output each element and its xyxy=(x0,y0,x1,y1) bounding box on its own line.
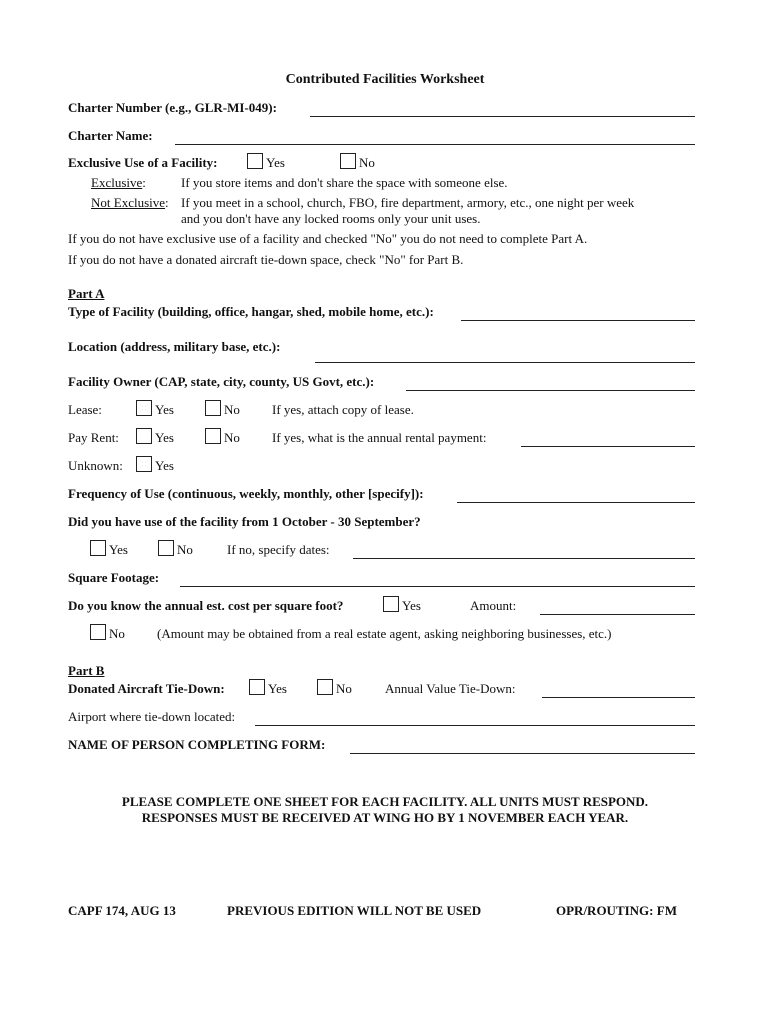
exclusive-use-label: Exclusive Use of a Facility: xyxy=(68,155,218,170)
tiedown-yes-checkbox[interactable] xyxy=(249,679,265,695)
notice-line-1: PLEASE COMPLETE ONE SHEET FOR EACH FACILITY. ALL UNITS MUST RESPOND. xyxy=(121,794,649,809)
tiedown-value-label: Annual Value Tie-Down: xyxy=(385,681,516,696)
period-yes-label: Yes xyxy=(109,542,128,557)
facility-type-field[interactable] xyxy=(461,320,695,321)
pay-rent-label: Pay Rent: xyxy=(68,430,119,445)
instruction-note-2: If you do not have a donated aircraft tie-down space, check "No" for Part B. xyxy=(68,252,464,267)
location-label: Location (address, military base, etc.): xyxy=(68,339,281,354)
frequency-field[interactable] xyxy=(457,502,695,503)
exclusive-use-no-checkbox[interactable] xyxy=(340,153,356,169)
location-field[interactable] xyxy=(315,362,695,363)
tiedown-no-label: No xyxy=(336,681,352,696)
charter-name-label: Charter Name: xyxy=(68,128,153,143)
routing: OPR/ROUTING: FM xyxy=(556,903,677,918)
part-a-heading: Part A xyxy=(68,286,105,301)
annual-rental-payment-field[interactable] xyxy=(521,446,695,447)
lease-no-label: No xyxy=(224,402,240,417)
period-note: If no, specify dates: xyxy=(227,542,330,557)
lease-note: If yes, attach copy of lease. xyxy=(272,402,414,417)
pay-rent-note: If yes, what is the annual rental payment: xyxy=(272,430,487,445)
facility-owner-field[interactable] xyxy=(406,390,695,391)
square-footage-field[interactable] xyxy=(180,586,695,587)
frequency-label: Frequency of Use (continuous, weekly, monthly, other [specify]): xyxy=(68,486,424,501)
lease-yes-label: Yes xyxy=(155,402,174,417)
period-dates-field[interactable] xyxy=(353,558,695,559)
airport-label: Airport where tie-down located: xyxy=(68,709,236,724)
tiedown-yes-label: Yes xyxy=(268,681,287,696)
lease-no-checkbox[interactable] xyxy=(205,400,221,416)
exclusive-definition-term xyxy=(91,175,146,191)
cost-yes-label: Yes xyxy=(402,598,421,613)
person-completing-label: NAME OF PERSON COMPLETING FORM: xyxy=(68,737,326,752)
exclusive-term: Exclusive xyxy=(91,175,143,190)
exclusive-use-yes-checkbox[interactable] xyxy=(247,153,263,169)
lease-yes-checkbox[interactable] xyxy=(136,400,152,416)
person-completing-field[interactable] xyxy=(350,753,695,754)
facility-type-label: Type of Facility (building, office, hangar, shed, mobile home, etc.): xyxy=(68,304,434,319)
unknown-yes-checkbox[interactable] xyxy=(136,456,152,472)
pay-rent-yes-label: Yes xyxy=(155,430,174,445)
instruction-note-1: If you do not have exclusive use of a facility and checked "No" you do not need to complete Part A. xyxy=(68,231,588,246)
pay-rent-yes-checkbox[interactable] xyxy=(136,428,152,444)
part-b-heading: Part B xyxy=(68,663,105,678)
amount-label: Amount: xyxy=(470,598,517,613)
not-exclusive-term: Not Exclusive xyxy=(91,195,166,210)
page-title: Contributed Facilities Worksheet xyxy=(285,72,485,87)
exclusive-definition: If you store items and don't share the space with someone else. xyxy=(181,175,508,190)
exclusive-use-yes-label: Yes xyxy=(266,155,285,170)
cost-yes-checkbox[interactable] xyxy=(383,596,399,612)
unknown-yes-label: Yes xyxy=(155,458,174,473)
cost-note: (Amount may be obtained from a real estate agent, asking neighboring businesses, etc.) xyxy=(157,626,612,641)
exclusive-use-no-label: No xyxy=(359,155,375,170)
charter-name-field[interactable] xyxy=(175,144,695,145)
cost-no-label: No xyxy=(109,626,125,641)
unknown-label: Unknown: xyxy=(68,458,123,473)
pay-rent-no-checkbox[interactable] xyxy=(205,428,221,444)
airport-field[interactable] xyxy=(255,725,695,726)
notice-line-2: RESPONSES MUST BE RECEIVED AT WING HO BY 1 NOVEMBER EACH YEAR. xyxy=(141,810,629,825)
edition-note: PREVIOUS EDITION WILL NOT BE USED xyxy=(227,903,482,918)
not-exclusive-definition-term xyxy=(91,195,169,211)
amount-field[interactable] xyxy=(540,614,695,615)
period-no-label: No xyxy=(177,542,193,557)
lease-label: Lease: xyxy=(68,402,102,417)
charter-number-label: Charter Number (e.g., GLR-MI-049): xyxy=(68,100,277,115)
not-exclusive-definition-line-1: If you meet in a school, church, FBO, fire department, armory, etc., one night per week xyxy=(181,195,635,210)
form-id: CAPF 174, AUG 13 xyxy=(68,903,176,918)
period-yes-checkbox[interactable] xyxy=(90,540,106,556)
facility-owner-label: Facility Owner (CAP, state, city, county, US Govt, etc.): xyxy=(68,374,375,389)
square-footage-label: Square Footage: xyxy=(68,570,160,585)
not-exclusive-term-colon: : xyxy=(165,195,169,210)
tiedown-label: Donated Aircraft Tie-Down: xyxy=(68,681,225,696)
tiedown-no-checkbox[interactable] xyxy=(317,679,333,695)
period-question: Did you have use of the facility from 1 October - 30 September? xyxy=(68,514,421,529)
cost-no-checkbox[interactable] xyxy=(90,624,106,640)
tiedown-value-field[interactable] xyxy=(542,697,695,698)
cost-question: Do you know the annual est. cost per square foot? xyxy=(68,598,344,613)
exclusive-term-colon: : xyxy=(142,175,146,190)
pay-rent-no-label: No xyxy=(224,430,240,445)
charter-number-field[interactable] xyxy=(310,116,695,117)
period-no-checkbox[interactable] xyxy=(158,540,174,556)
not-exclusive-definition-line-2: and you don't have any locked rooms only your unit uses. xyxy=(181,211,481,226)
